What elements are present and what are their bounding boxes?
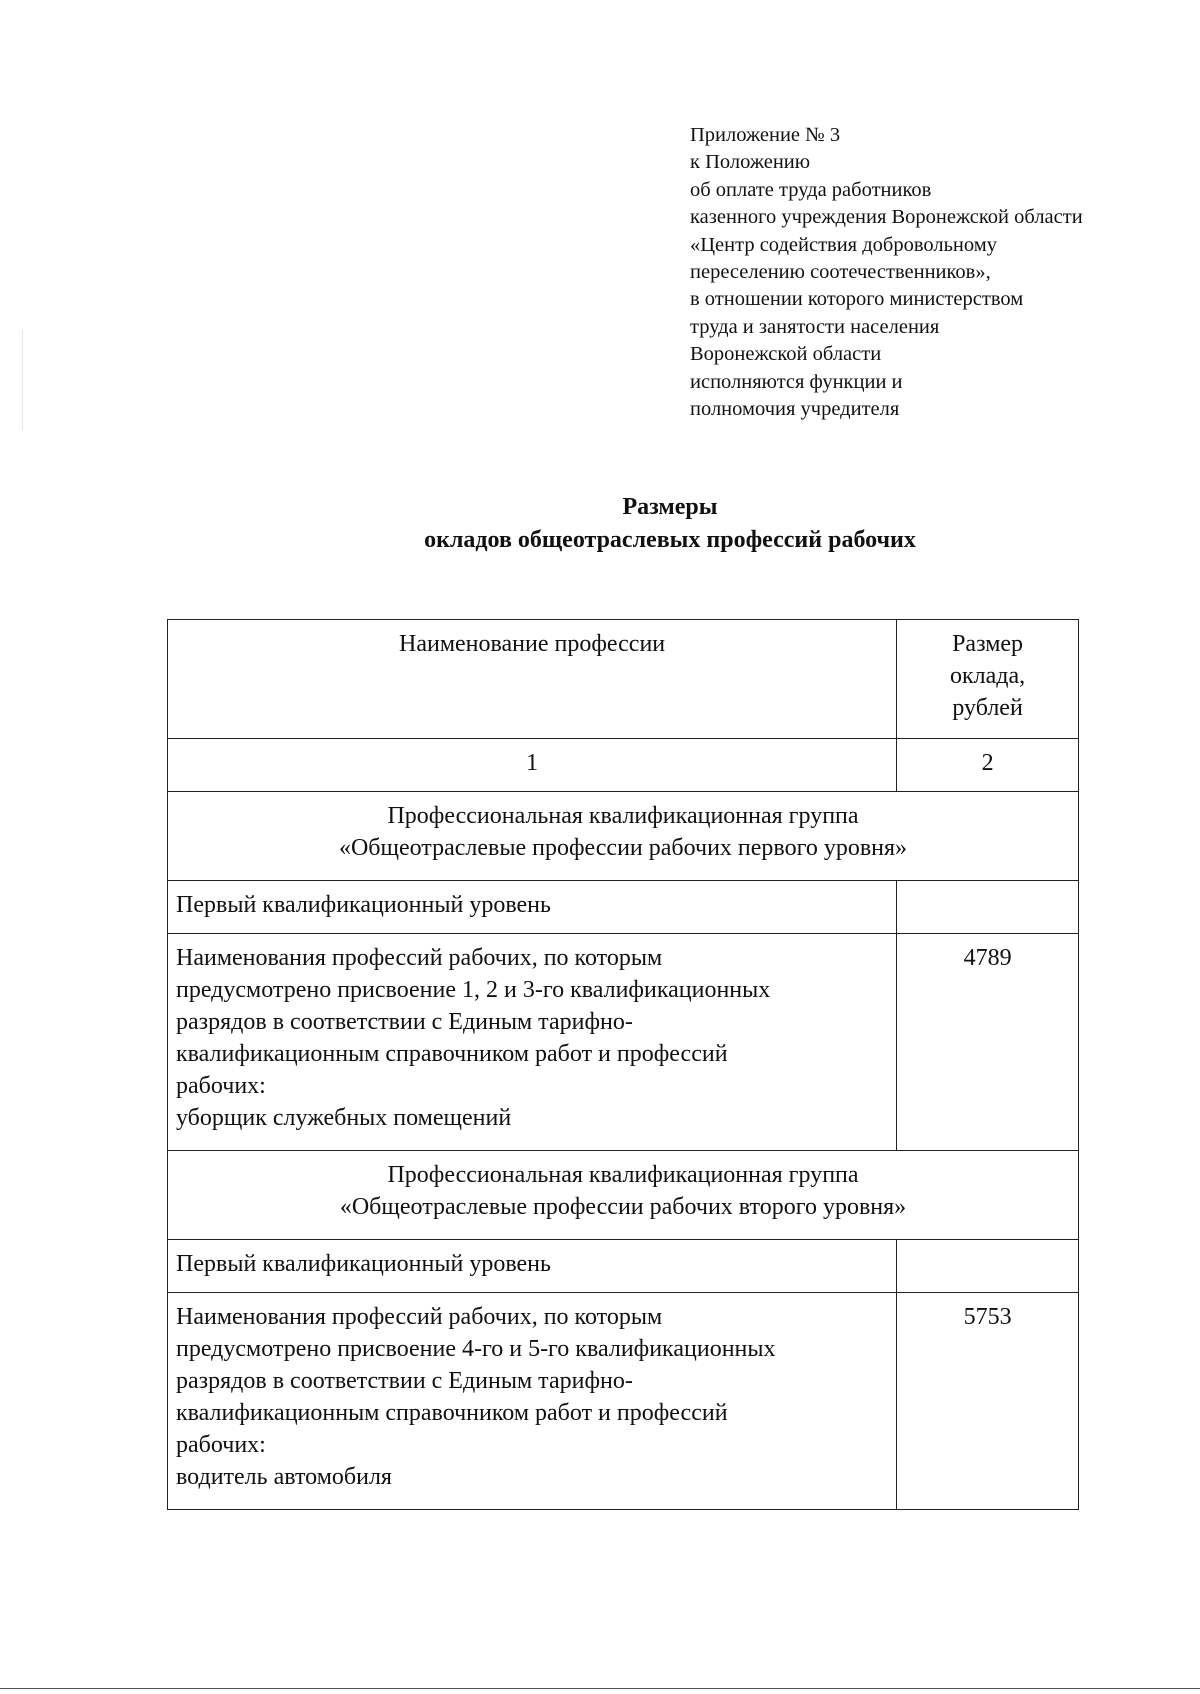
- column-number: 1: [168, 739, 897, 792]
- profession-line: Наименования профессий рабочих, по которым: [176, 1304, 663, 1330]
- appendix-line: к Положению: [690, 151, 811, 174]
- profession-row: [168, 1293, 1079, 1510]
- salary-value: 5753: [897, 1293, 1079, 1510]
- appendix-line: Воронежской области: [690, 343, 882, 366]
- profession-line: уборщик служебных помещений: [176, 1105, 512, 1131]
- document-subtitle: окладов общеотраслевых профессий рабочих: [424, 527, 916, 553]
- group-line: Профессиональная квалификационная группа: [387, 803, 859, 829]
- empty-salary-cell: [897, 881, 1079, 934]
- group-line: Профессиональная квалификационная группа: [387, 1162, 859, 1188]
- level-row: [168, 881, 1079, 934]
- qualification-level: Первый квалификационный уровень: [168, 881, 897, 934]
- table-header-row: [168, 620, 1079, 739]
- profession-line: разрядов в соответствии с Единым тарифно-: [176, 1009, 633, 1035]
- header-profession-name: Наименование профессии: [168, 620, 897, 739]
- header-salary-size: [897, 620, 1079, 739]
- qualification-group-2: [168, 1151, 1079, 1240]
- profession-line: рабочих:: [176, 1073, 266, 1099]
- scan-bottom-edge: [0, 1688, 1200, 1689]
- group-line: «Общеотраслевые профессии рабочих второго уровня»: [339, 1194, 907, 1220]
- profession-line: квалификационным справочником работ и профессий: [176, 1041, 728, 1067]
- appendix-line: полномочия учредителя: [690, 398, 900, 421]
- salary-table: [167, 619, 1079, 1510]
- profession-line: рабочих:: [176, 1432, 266, 1458]
- column-number-row: [168, 739, 1079, 792]
- header-salary-line: рублей: [952, 695, 1023, 721]
- profession-description: [168, 1293, 897, 1510]
- profession-line: квалификационным справочником работ и профессий: [176, 1400, 728, 1426]
- column-number: 2: [897, 739, 1079, 792]
- appendix-line: исполняются функции и: [690, 370, 903, 393]
- profession-description: [168, 934, 897, 1151]
- group-row: [168, 792, 1079, 881]
- profession-line: Наименования профессий рабочих, по которым: [176, 945, 663, 971]
- profession-line: водитель автомобиля: [176, 1464, 392, 1490]
- appendix-reference: [690, 122, 1170, 423]
- qualification-level: Первый квалификационный уровень: [168, 1240, 897, 1293]
- empty-salary-cell: [897, 1240, 1079, 1293]
- level-row: [168, 1240, 1079, 1293]
- appendix-line: об оплате труда работников: [690, 178, 932, 201]
- header-salary-line: оклада,: [949, 663, 1026, 689]
- scan-margin-mark: [22, 330, 23, 430]
- profession-line: предусмотрено присвоение 1, 2 и 3-го квалификационных: [176, 977, 771, 1003]
- qualification-group-1: [168, 792, 1079, 881]
- profession-row: [168, 934, 1079, 1151]
- appendix-line: переселению соотечественников»,: [690, 261, 991, 284]
- appendix-line: «Центр содействия добровольному: [690, 233, 997, 256]
- profession-line: предусмотрено присвоение 4-го и 5-го квалификационных: [176, 1336, 776, 1362]
- appendix-line: труда и занятости населения: [690, 315, 940, 338]
- document-title: Размеры: [622, 494, 718, 520]
- salary-value: 4789: [897, 934, 1079, 1151]
- header-salary-line: Размер: [952, 631, 1024, 657]
- group-row: [168, 1151, 1079, 1240]
- profession-line: разрядов в соответствии с Единым тарифно-: [176, 1368, 633, 1394]
- group-line: «Общеотраслевые профессии рабочих первого уровня»: [338, 835, 908, 861]
- appendix-line: казенного учреждения Воронежской области: [690, 206, 1083, 229]
- appendix-line: в отношении которого министерством: [690, 288, 1024, 311]
- appendix-line: Приложение № 3: [690, 124, 841, 146]
